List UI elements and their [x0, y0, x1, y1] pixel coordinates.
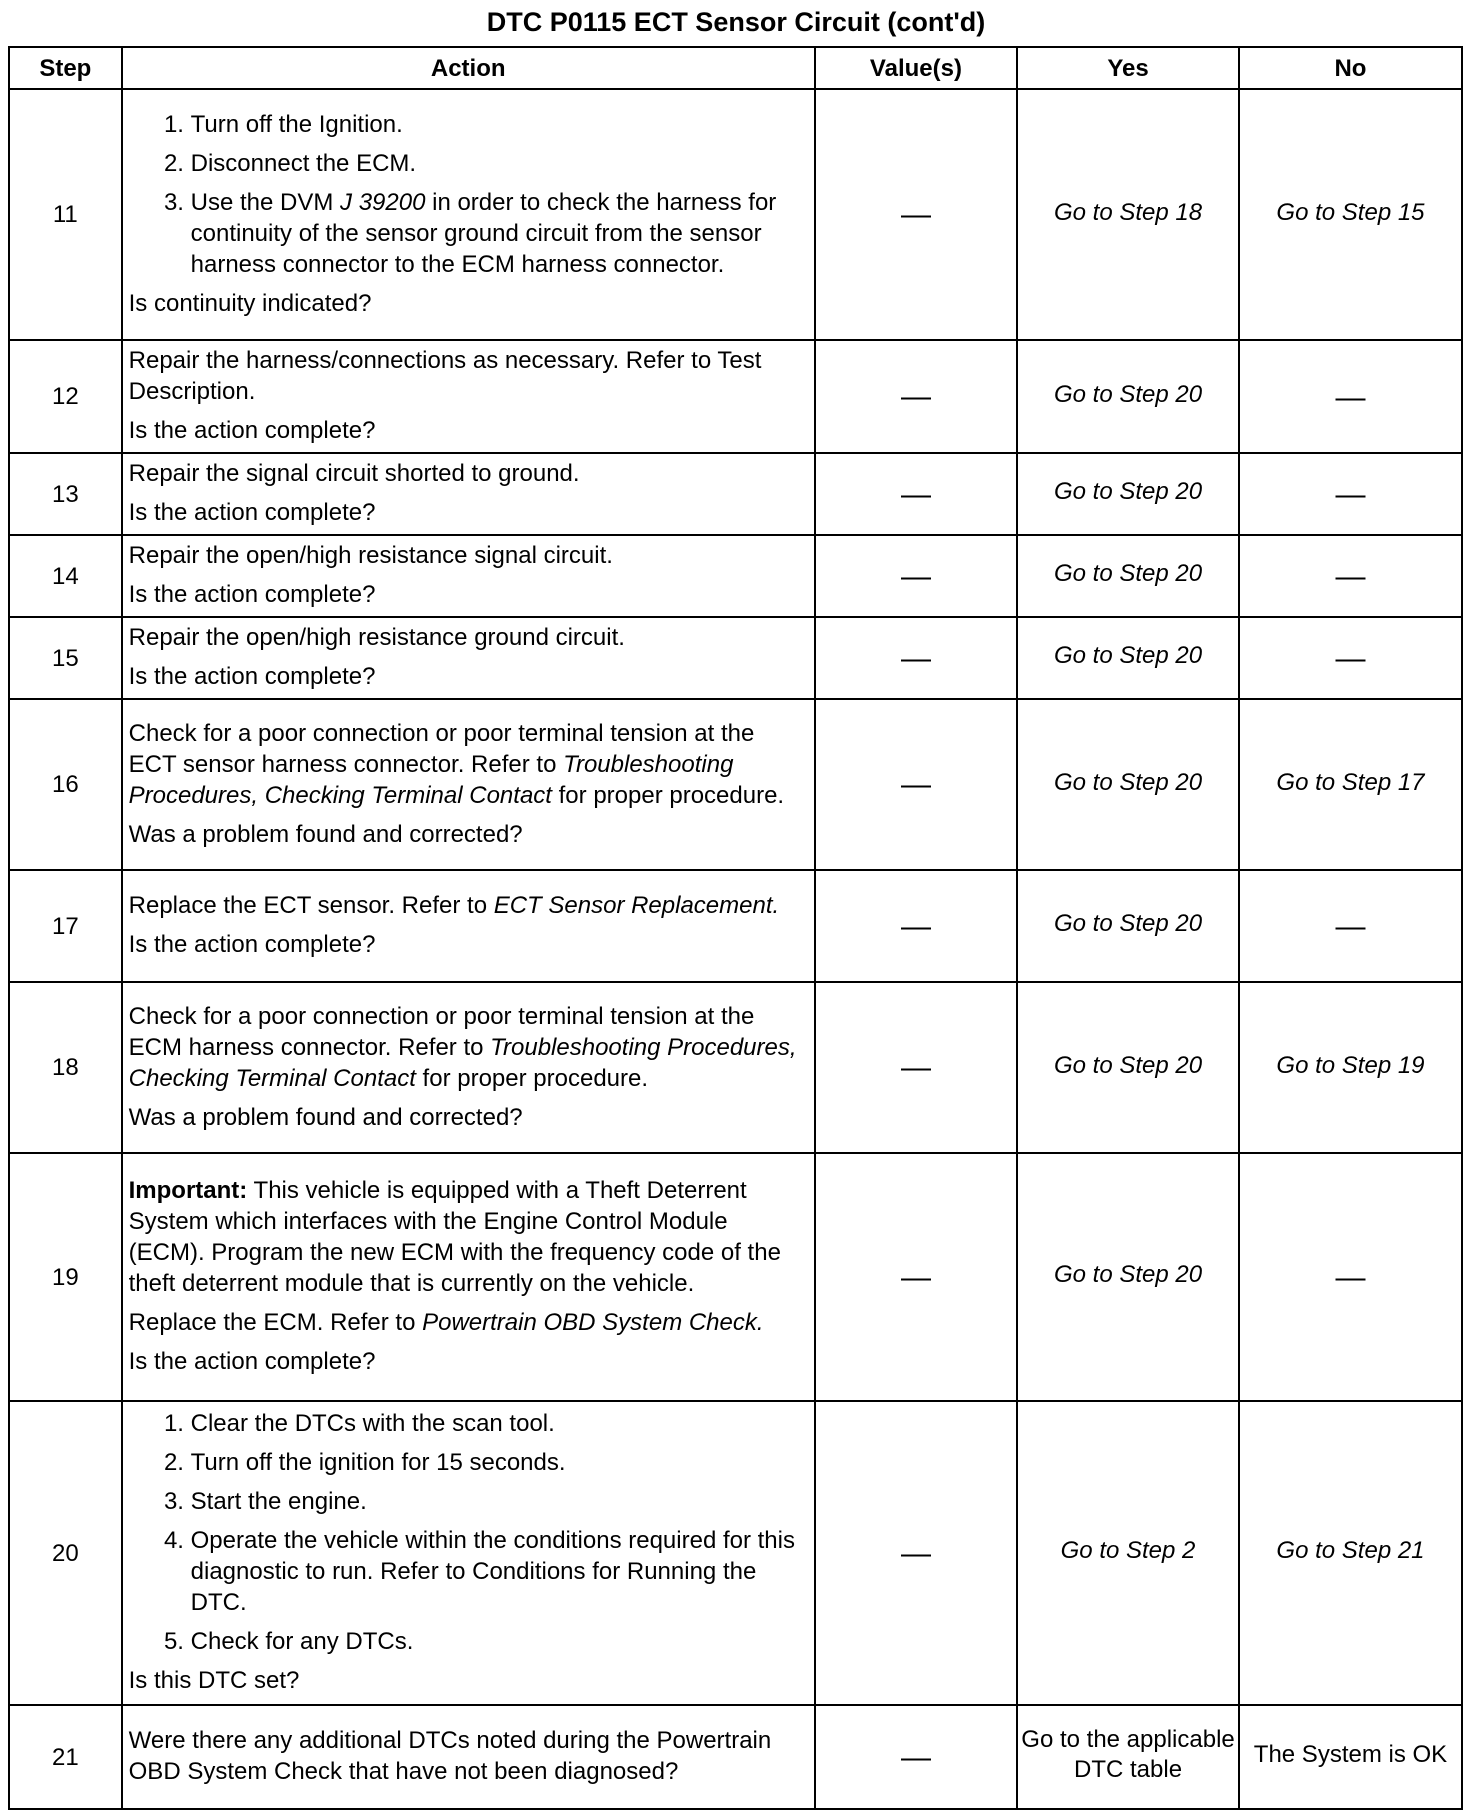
action-cell [122, 699, 815, 870]
table-row [9, 1705, 1462, 1809]
procedure-reference: Powertrain OBD System Check. [422, 1309, 764, 1336]
action-cell [122, 340, 815, 453]
action-text-part: Check for a poor connection or poor terminal tension at the ECM harness connector. Refer to [128, 1002, 755, 1061]
yes-cell: Go to Step 18 [1017, 89, 1239, 340]
page-title: DTC P0115 ECT Sensor Circuit (cont'd) [486, 7, 986, 37]
action-steps [129, 109, 806, 280]
no-cell: — [1239, 340, 1462, 453]
action-question: Is this DTC set? [128, 1667, 300, 1694]
value-cell: — [815, 699, 1017, 870]
table-row [9, 89, 1462, 340]
no-cell: — [1239, 1153, 1462, 1401]
yes-cell: Go to Step 20 [1017, 699, 1239, 870]
table-row [9, 982, 1462, 1153]
action-text: Repair the harness/connections as necessary. Refer to Test Description. [128, 347, 762, 405]
action-text [129, 1307, 806, 1338]
table-row [9, 453, 1462, 535]
action-question: Is the action complete? [128, 499, 376, 526]
action-text [129, 890, 806, 921]
step-number: 17 [9, 870, 122, 982]
tool-reference: J 39200 [340, 188, 426, 216]
step-number: 14 [9, 535, 122, 617]
action-question: Is the action complete? [128, 663, 376, 690]
value-cell: — [815, 453, 1017, 535]
no-cell: — [1239, 453, 1462, 535]
step-number: 18 [9, 982, 122, 1153]
step-number: 13 [9, 453, 122, 535]
table-row [9, 870, 1462, 982]
table-row [9, 340, 1462, 453]
list-item: 2. Turn off the ignition for 15 seconds. [191, 1447, 806, 1478]
action-cell [122, 1705, 815, 1809]
no-cell: — [1239, 617, 1462, 699]
action-cell [122, 870, 815, 982]
action-cell [122, 617, 815, 699]
action-question: Is the action complete? [128, 581, 376, 608]
action-text-part: for proper procedure. [551, 781, 785, 809]
action-cell [122, 453, 815, 535]
diagnostic-table [8, 46, 1463, 1810]
action-question: Is continuity indicated? [128, 289, 372, 317]
list-item: 1. Clear the DTCs with the scan tool. [191, 1408, 806, 1439]
item-text: in order to check the harness for continuity of the sensor ground circuit from the sensor harness connector to the ECM harness connector. [190, 188, 777, 278]
value-cell: — [815, 1705, 1017, 1809]
table-row [9, 617, 1462, 699]
no-cell: — [1239, 870, 1462, 982]
action-question: Was a problem found and corrected? [128, 1103, 523, 1131]
table-row [9, 535, 1462, 617]
step-number: 21 [9, 1705, 122, 1809]
yes-cell: Go to Step 20 [1017, 982, 1239, 1153]
value-cell: — [815, 89, 1017, 340]
action-cell [122, 535, 815, 617]
yes-cell: Go to Step 20 [1017, 617, 1239, 699]
list-item: 3. Start the engine. [191, 1486, 806, 1517]
no-cell: Go to Step 21 [1239, 1401, 1462, 1705]
action-question: Is the action complete? [128, 931, 376, 958]
no-cell: The System is OK [1239, 1705, 1462, 1809]
action-text [129, 1001, 806, 1094]
action-question: Were there any additional DTCs noted during the Powertrain OBD System Check that have not been diagnosed? [128, 1727, 772, 1785]
action-text: Repair the open/high resistance ground circuit. [128, 624, 625, 651]
no-cell: Go to Step 19 [1239, 982, 1462, 1153]
action-cell [122, 1153, 815, 1401]
step-number: 19 [9, 1153, 122, 1401]
yes-cell: Go to Step 20 [1017, 340, 1239, 453]
yes-cell: Go to Step 2 [1017, 1401, 1239, 1705]
value-cell: — [815, 535, 1017, 617]
value-cell: — [815, 340, 1017, 453]
important-label: Important: [128, 1177, 248, 1204]
step-number: 20 [9, 1401, 122, 1705]
step-number: 15 [9, 617, 122, 699]
procedure-reference: Troubleshooting Procedures, Checking Terminal Contact [128, 1033, 797, 1092]
action-text-part: Replace the ECM. Refer to [128, 1309, 423, 1336]
action-question: Is the action complete? [128, 1348, 376, 1375]
header-step: Step [9, 47, 122, 89]
list-item: 2. Disconnect the ECM. [191, 148, 806, 179]
value-cell: — [815, 1401, 1017, 1705]
action-cell [122, 1401, 815, 1705]
table-row [9, 699, 1462, 870]
list-item: 5. Check for any DTCs. [191, 1626, 806, 1657]
action-text: Repair the open/high resistance signal circuit. [128, 542, 613, 569]
value-cell: — [815, 982, 1017, 1153]
action-text [129, 718, 806, 811]
step-number: 16 [9, 699, 122, 870]
item-text: Use the DVM [190, 188, 341, 216]
action-cell [122, 982, 815, 1153]
procedure-reference: Troubleshooting Procedures, Checking Terminal Contact [128, 750, 734, 809]
value-cell: — [815, 870, 1017, 982]
header-no: No [1239, 47, 1462, 89]
header-yes: Yes [1017, 47, 1239, 89]
action-cell [122, 89, 815, 340]
no-cell: Go to Step 15 [1239, 89, 1462, 340]
value-cell: — [815, 617, 1017, 699]
value-cell: — [815, 1153, 1017, 1401]
action-question: Is the action complete? [128, 417, 376, 444]
action-question: Was a problem found and corrected? [128, 820, 523, 848]
yes-cell: Go to Step 20 [1017, 1153, 1239, 1401]
header-values: Value(s) [815, 47, 1017, 89]
step-number: 12 [9, 340, 122, 453]
header-action: Action [122, 47, 815, 89]
list-item: 4. Operate the vehicle within the conditions required for this diagnostic to run. Refer to Conditions for Running the DTC. [191, 1525, 806, 1618]
action-text-part: Check for a poor connection or poor terminal tension at the ECT sensor harness connector. Refer to [128, 719, 755, 778]
procedure-reference: ECT Sensor Replacement. [493, 892, 780, 919]
table-row [9, 1401, 1462, 1705]
yes-cell: Go to Step 20 [1017, 535, 1239, 617]
header-row [9, 47, 1462, 89]
list-item [191, 187, 806, 280]
yes-cell: Go to Step 20 [1017, 870, 1239, 982]
action-steps [129, 1408, 806, 1657]
table-row [9, 1153, 1462, 1401]
important-text: This vehicle is equipped with a Theft Deterrent System which interfaces with the Engine Control Module (ECM). Program the new ECM with the frequency code of the theft deterrent module that is currently on the vehicle. [128, 1177, 781, 1297]
action-text-part: Replace the ECT sensor. Refer to [128, 892, 494, 919]
no-cell: Go to Step 17 [1239, 699, 1462, 870]
step-number: 11 [9, 89, 122, 340]
yes-cell: Go to Step 20 [1017, 453, 1239, 535]
list-item: 1. Turn off the Ignition. [191, 109, 806, 140]
important-note [129, 1175, 806, 1299]
action-text-part: for proper procedure. [415, 1064, 649, 1092]
yes-cell: Go to the applicable DTC table [1017, 1705, 1239, 1809]
no-cell: — [1239, 535, 1462, 617]
action-text: Repair the signal circuit shorted to ground. [128, 460, 580, 487]
